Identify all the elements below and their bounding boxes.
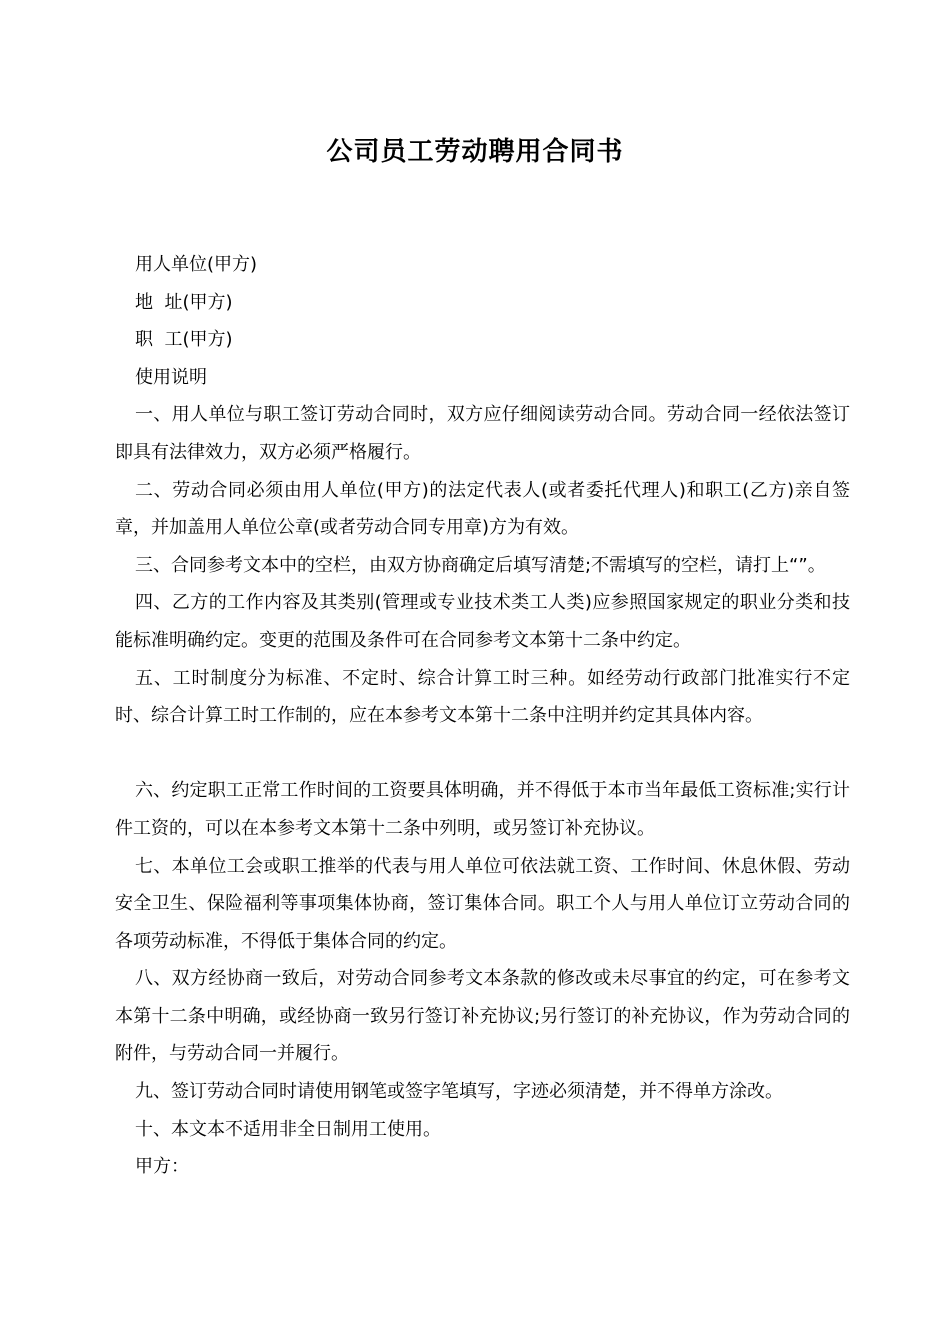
instruction-paragraph-6: 六、约定职工正常工作时间的工资要具体明确，并不得低于本市当年最低工资标准;实行计件工资的，可以在本参考文本第十二条中列明，或另签订补充协议。 <box>115 780 850 839</box>
field-address: 地 址(甲方) <box>135 291 233 313</box>
instruction-paragraph-10: 十、本文本不适用非全日制用工使用。 <box>135 1118 441 1140</box>
instruction-paragraph-4: 四、乙方的工作内容及其类别(管理或专业技术类工人类)应参照国家规定的职业分类和技能标准明确约定。变更的范围及条件可在合同参考文本第十二条中约定。 <box>115 592 850 651</box>
instruction-paragraph-2: 二、劳动合同必须由用人单位(甲方)的法定代表人(或者委托代理人)和职工(乙方)亲自签章，并加盖用人单位公章(或者劳动合同专用章)方为有效。 <box>115 479 850 539</box>
closing-party-a-label: 甲方： <box>135 1156 189 1178</box>
instruction-paragraph-1: 一、用人单位与职工签订劳动合同时，双方应仔细阅读劳动合同。劳动合同一经依法签订即具有法律效力，双方必须严格履行。 <box>115 404 850 463</box>
instruction-paragraph-5: 五、工时制度分为标准、不定时、综合计算工时三种。如经劳动行政部门批准实行不定时、综合计算工时工作制的，应在本参考文本第十二条中注明并约定其具体内容。 <box>115 667 850 727</box>
instruction-paragraph-7: 七、本单位工会或职工推举的代表与用人单位可依法就工资、工作时间、休息休假、劳动安全卫生、保险福利等事项集体协商，签订集体合同。职工个人与用人单位订立劳动合同的各项劳动标准，不得低于集体合同的约定。 <box>115 855 850 952</box>
field-employee: 职 工(甲方) <box>135 329 233 351</box>
instruction-paragraph-9: 九、签订劳动合同时请使用钢笔或签字笔填写，字迹必须清楚，并不得单方涂改。 <box>135 1081 783 1103</box>
instruction-paragraph-3: 三、合同参考文本中的空栏，由双方协商确定后填写清楚;不需填写的空栏，请打上“”。 <box>135 554 826 576</box>
field-employer: 用人单位(甲方) <box>135 254 258 275</box>
instruction-paragraph-8: 八、双方经协商一致后，对劳动合同参考文本条款的修改或未尽事宜的约定，可在参考文本第十二条中明确，或经协商一致另行签订补充协议;另行签订的补充协议，作为劳动合同的附件，与劳动合同一并履行。 <box>115 968 850 1065</box>
document-body <box>115 246 850 1186</box>
document-title: 公司员工劳动聘用合同书 <box>326 137 624 167</box>
instructions-heading: 使用说明 <box>135 366 207 388</box>
